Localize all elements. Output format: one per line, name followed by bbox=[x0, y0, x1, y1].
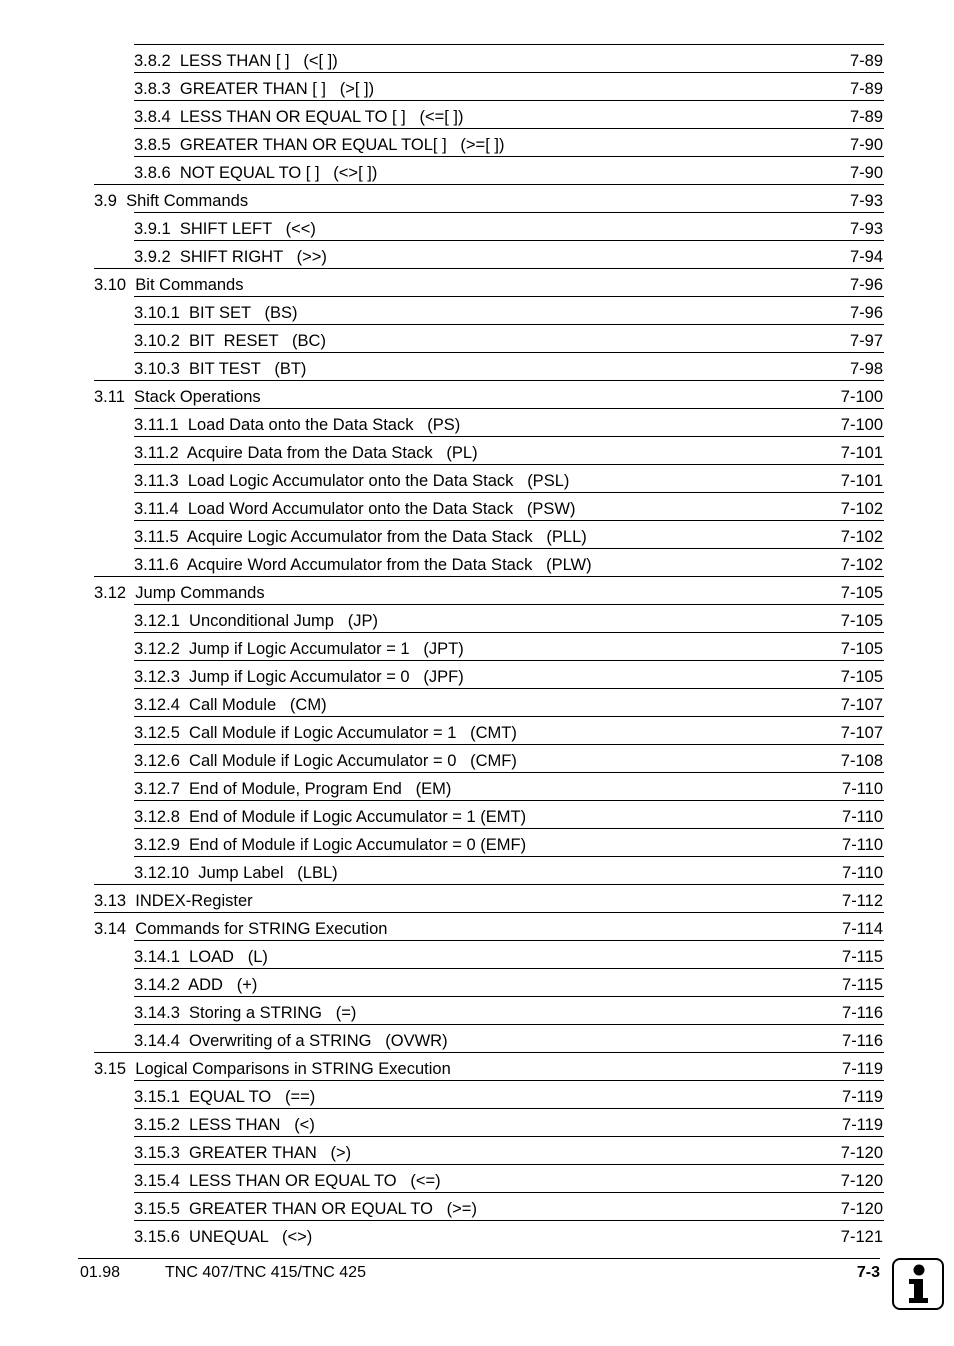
toc-subsection-entry[interactable] bbox=[134, 688, 884, 716]
toc-subsection-entry[interactable] bbox=[134, 744, 884, 772]
toc-entry-title: 3.15.5 GREATER THAN OR EQUAL TO (>=) bbox=[134, 1200, 477, 1218]
toc-subsection-entry[interactable] bbox=[134, 492, 884, 520]
toc-subsection-entry[interactable] bbox=[134, 772, 884, 800]
toc-subsection-entry[interactable] bbox=[134, 604, 884, 632]
toc-subsection-entry[interactable] bbox=[134, 940, 884, 968]
toc-entry-title: 3.12.4 Call Module (CM) bbox=[134, 696, 327, 714]
footer-page-number: 7-3 bbox=[856, 1264, 880, 1281]
toc-entry-title: 3.12.8 End of Module if Logic Accumulator = 1 (EMT) bbox=[134, 808, 527, 826]
toc-entry-page: 7-96 bbox=[849, 304, 883, 322]
toc-entry-title: 3.12.3 Jump if Logic Accumulator = 0 (JPF) bbox=[134, 668, 464, 686]
toc-entry-page: 7-120 bbox=[840, 1144, 883, 1162]
toc-subsection-entry[interactable] bbox=[134, 100, 884, 128]
toc-entry-page: 7-100 bbox=[840, 416, 883, 434]
toc-section-entry[interactable] bbox=[94, 1052, 884, 1080]
toc-entry-page: 7-110 bbox=[842, 780, 883, 798]
toc-entry-page: 7-101 bbox=[840, 472, 883, 490]
toc-entry-page: 7-102 bbox=[840, 556, 883, 574]
toc-entry-page: 7-105 bbox=[840, 668, 883, 686]
toc-entry-title: 3.9.1 SHIFT LEFT (<<) bbox=[134, 220, 316, 238]
toc-entry-page: 7-108 bbox=[840, 752, 883, 770]
toc-subsection-entry[interactable] bbox=[134, 1192, 884, 1220]
toc-subsection-entry[interactable] bbox=[134, 72, 884, 100]
footer-model: TNC 407/TNC 415/TNC 425 bbox=[165, 1264, 366, 1281]
toc-subsection-entry[interactable] bbox=[134, 324, 884, 352]
toc-subsection-entry[interactable] bbox=[134, 212, 884, 240]
toc-section-entry[interactable] bbox=[94, 912, 884, 940]
toc-entry-title: 3.12.9 End of Module if Logic Accumulator = 0 (EMF) bbox=[134, 836, 527, 854]
toc-subsection-entry[interactable] bbox=[134, 800, 884, 828]
toc-entry-page: 7-105 bbox=[840, 612, 883, 630]
toc-entry-title: 3.10 Bit Commands bbox=[94, 276, 244, 294]
toc-entry-title: 3.12.6 Call Module if Logic Accumulator = 0 (CMF) bbox=[134, 752, 517, 770]
toc-entry-page: 7-116 bbox=[842, 1004, 883, 1022]
toc-entry-page: 7-90 bbox=[849, 164, 883, 182]
toc-subsection-entry[interactable] bbox=[134, 716, 884, 744]
toc-entry-page: 7-93 bbox=[849, 220, 883, 238]
toc-section-entry[interactable] bbox=[94, 380, 884, 408]
toc-entry-title: 3.15.3 GREATER THAN (>) bbox=[134, 1144, 352, 1162]
toc-subsection-entry[interactable] bbox=[134, 548, 884, 576]
toc-entry-page: 7-93 bbox=[849, 192, 883, 210]
toc-entry-page: 7-102 bbox=[840, 528, 883, 546]
toc-entry-title: 3.12.1 Unconditional Jump (JP) bbox=[134, 612, 378, 630]
toc-subsection-entry[interactable] bbox=[134, 1024, 884, 1052]
toc-entry-title: 3.12.7 End of Module, Program End (EM) bbox=[134, 780, 452, 798]
toc-subsection-entry[interactable] bbox=[134, 464, 884, 492]
toc-entry-page: 7-101 bbox=[840, 444, 883, 462]
toc-entry-page: 7-107 bbox=[840, 696, 883, 714]
toc-subsection-entry[interactable] bbox=[134, 436, 884, 464]
toc-entry-page: 7-105 bbox=[840, 640, 883, 658]
toc-entry-title: 3.14.2 ADD (+) bbox=[134, 976, 258, 994]
toc-entry-page: 7-100 bbox=[840, 388, 883, 406]
toc-entry-page: 7-114 bbox=[842, 920, 883, 938]
toc-subsection-entry[interactable] bbox=[134, 408, 884, 436]
toc-entry-title: 3.11.1 Load Data onto the Data Stack (PS) bbox=[134, 416, 461, 434]
toc-entry-title: 3.10.1 BIT SET (BS) bbox=[134, 304, 298, 322]
toc-subsection-entry[interactable] bbox=[134, 632, 884, 660]
toc-subsection-entry[interactable] bbox=[134, 1080, 884, 1108]
toc-entry-title: 3.10.2 BIT RESET (BC) bbox=[134, 332, 326, 350]
toc-entry-title: 3.15 Logical Comparisons in STRING Execution bbox=[94, 1060, 451, 1078]
toc-entry-page: 7-116 bbox=[842, 1032, 883, 1050]
toc-entry-page: 7-115 bbox=[842, 948, 883, 966]
toc-entry-title: 3.9.2 SHIFT RIGHT (>>) bbox=[134, 248, 327, 266]
toc-entry-title: 3.14.4 Overwriting of a STRING (OVWR) bbox=[134, 1032, 448, 1050]
toc-entry-title: 3.11.6 Acquire Word Accumulator from the Data Stack (PLW) bbox=[134, 556, 592, 574]
toc-entry-title: 3.12.10 Jump Label (LBL) bbox=[134, 864, 338, 882]
toc-entry-page: 7-119 bbox=[842, 1116, 883, 1134]
toc-entry-page: 7-89 bbox=[849, 80, 883, 98]
toc-subsection-entry[interactable] bbox=[134, 856, 884, 884]
info-icon bbox=[892, 1258, 944, 1310]
toc-entry-title: 3.8.6 NOT EQUAL TO [ ] (<>[ ]) bbox=[134, 164, 378, 182]
toc-entry-page: 7-89 bbox=[849, 52, 883, 70]
toc-entry-page: 7-90 bbox=[849, 136, 883, 154]
toc-entry-title: 3.15.2 LESS THAN (<) bbox=[134, 1116, 315, 1134]
toc-entry-title: 3.14 Commands for STRING Execution bbox=[94, 920, 388, 938]
toc-entry-page: 7-105 bbox=[840, 584, 883, 602]
toc-subsection-entry[interactable] bbox=[134, 520, 884, 548]
toc-subsection-entry[interactable] bbox=[134, 296, 884, 324]
toc-entry-title: 3.15.4 LESS THAN OR EQUAL TO (<=) bbox=[134, 1172, 441, 1190]
toc-subsection-entry[interactable] bbox=[134, 1136, 884, 1164]
toc-entry-title: 3.12 Jump Commands bbox=[94, 584, 265, 602]
toc-entry-title: 3.14.1 LOAD (L) bbox=[134, 948, 268, 966]
toc-entry-title: 3.12.2 Jump if Logic Accumulator = 1 (JPT) bbox=[134, 640, 464, 658]
toc-subsection-entry[interactable] bbox=[134, 996, 884, 1024]
toc-entry-page: 7-98 bbox=[849, 360, 883, 378]
toc-entry-page: 7-107 bbox=[840, 724, 883, 742]
toc-entry-page: 7-112 bbox=[842, 892, 883, 910]
toc-entry-page: 7-121 bbox=[840, 1228, 883, 1246]
toc-subsection-entry[interactable] bbox=[134, 128, 884, 156]
page-footer bbox=[78, 1258, 880, 1289]
toc-entry-title: 3.15.1 EQUAL TO (==) bbox=[134, 1088, 316, 1106]
toc-entry-title: 3.11.2 Acquire Data from the Data Stack (PL) bbox=[134, 444, 478, 462]
toc-section-entry[interactable] bbox=[94, 884, 884, 912]
toc-entry-page: 7-110 bbox=[842, 808, 883, 826]
toc-entry-title: 3.9 Shift Commands bbox=[94, 192, 249, 210]
toc-subsection-entry[interactable] bbox=[134, 968, 884, 996]
toc-entry-page: 7-96 bbox=[849, 276, 883, 294]
toc-entry-page: 7-119 bbox=[842, 1060, 883, 1078]
toc-subsection-entry[interactable] bbox=[134, 240, 884, 268]
toc-entry-title: 3.11.3 Load Logic Accumulator onto the Data Stack (PSL) bbox=[134, 472, 570, 490]
toc-entry-page: 7-102 bbox=[840, 500, 883, 518]
toc-section-entry[interactable] bbox=[94, 576, 884, 604]
toc-subsection-entry[interactable] bbox=[134, 44, 884, 72]
toc-entry-title: 3.13 INDEX-Register bbox=[94, 892, 253, 910]
toc-entry-title: 3.14.3 Storing a STRING (=) bbox=[134, 1004, 357, 1022]
toc-subsection-entry[interactable] bbox=[134, 156, 884, 184]
toc-subsection-entry[interactable] bbox=[134, 1164, 884, 1192]
toc-entry-page: 7-115 bbox=[842, 976, 883, 994]
toc-section-entry[interactable] bbox=[94, 268, 884, 296]
toc-entry-title: 3.8.2 LESS THAN [ ] (<[ ]) bbox=[134, 52, 338, 70]
toc-entry-title: 3.15.6 UNEQUAL (<>) bbox=[134, 1228, 313, 1246]
toc-entry-page: 7-110 bbox=[842, 864, 883, 882]
toc-entry-title: 3.11.4 Load Word Accumulator onto the Data Stack (PSW) bbox=[134, 500, 576, 518]
toc-entry-title: 3.8.3 GREATER THAN [ ] (>[ ]) bbox=[134, 80, 375, 98]
toc-entry-title: 3.8.4 LESS THAN OR EQUAL TO [ ] (<=[ ]) bbox=[134, 108, 464, 126]
toc-entry-title: 3.11 Stack Operations bbox=[94, 388, 261, 406]
toc-entry-page: 7-120 bbox=[840, 1200, 883, 1218]
toc-entry-title: 3.11.5 Acquire Logic Accumulator from the Data Stack (PLL) bbox=[134, 528, 587, 546]
toc-entry-page: 7-97 bbox=[849, 332, 883, 350]
toc-entry-title: 3.10.3 BIT TEST (BT) bbox=[134, 360, 307, 378]
toc-entry-page: 7-89 bbox=[849, 108, 883, 126]
footer-date: 01.98 bbox=[80, 1264, 121, 1281]
toc-subsection-entry[interactable] bbox=[134, 828, 884, 856]
toc-subsection-entry[interactable] bbox=[134, 1108, 884, 1136]
toc-entry-page: 7-110 bbox=[842, 836, 883, 854]
table-of-contents bbox=[94, 44, 884, 1248]
toc-subsection-entry[interactable] bbox=[134, 352, 884, 380]
toc-entry-page: 7-120 bbox=[840, 1172, 883, 1190]
toc-subsection-entry[interactable] bbox=[134, 1220, 884, 1248]
toc-entry-page: 7-119 bbox=[842, 1088, 883, 1106]
toc-entry-page: 7-94 bbox=[849, 248, 883, 266]
toc-entry-title: 3.8.5 GREATER THAN OR EQUAL TOL[ ] (>=[ ]) bbox=[134, 136, 505, 154]
toc-section-entry[interactable] bbox=[94, 184, 884, 212]
toc-subsection-entry[interactable] bbox=[134, 660, 884, 688]
toc-entry-title: 3.12.5 Call Module if Logic Accumulator = 1 (CMT) bbox=[134, 724, 517, 742]
